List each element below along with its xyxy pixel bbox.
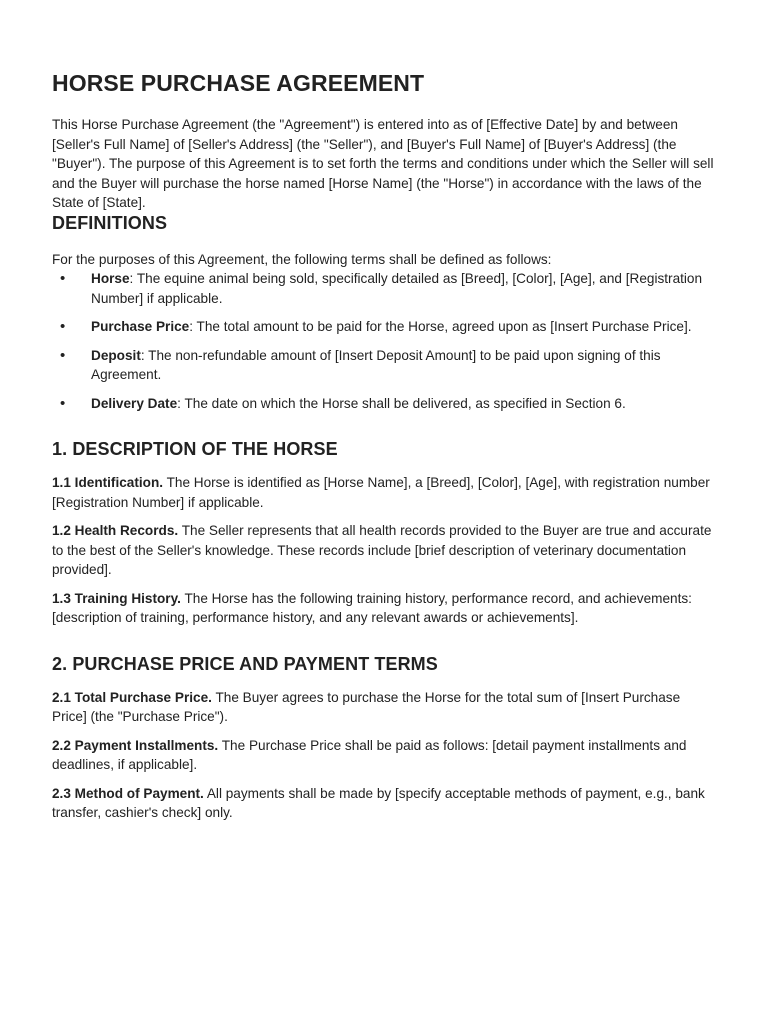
definitions-heading: DEFINITIONS — [52, 212, 168, 233]
clause — [52, 589, 718, 628]
bullet-icon: • — [60, 270, 66, 287]
clause-text: All payments shall be made by [specify acceptable methods of payment, e.g., bank transfer, cashier's check] only. — [52, 785, 705, 820]
definition-text: : The date on which the Horse shall be delivered, as specified in Section 6. — [177, 395, 626, 411]
definition-text: : The non-refundable amount of [Insert Deposit Amount] to be paid upon signing of this Agreement. — [91, 347, 661, 382]
clause — [52, 473, 718, 512]
clause-text: The Purchase Price shall be paid as follows: [detail payment installments and deadlines, if applicable]. — [52, 737, 687, 772]
bullet-icon: • — [60, 394, 66, 412]
definition-term: Deposit — [91, 347, 141, 363]
definitions-section — [52, 213, 718, 414]
section-spacer — [52, 637, 718, 654]
clause-text: The Horse is identified as [Horse Name], a [Breed], [Color], [Age], with registration number [Registration Number] if applicable. — [52, 475, 710, 510]
definitions-list — [52, 269, 718, 413]
definition-term: Purchase Price — [91, 319, 190, 334]
clause-text: The Horse has the following training history, performance record, and achievements: [description of training, performance history, and any relevant awards or achievements]. — [52, 590, 692, 625]
definition-item — [52, 346, 718, 385]
clause — [52, 688, 718, 727]
clause — [52, 736, 718, 775]
clause-text: The Buyer agrees to purchase the Horse for the total sum of [Insert Purchase Price] (the "Purchase Price"). — [52, 689, 681, 724]
clause-label: 1.3 Training History. — [52, 590, 181, 606]
clause-label: 2.3 Method of Payment. — [52, 785, 204, 801]
section-heading: 2. PURCHASE PRICE AND PAYMENT TERMS — [52, 653, 438, 674]
clause-label: 2.1 Total Purchase Price. — [52, 689, 212, 705]
clause — [52, 784, 718, 823]
document-title: HORSE PURCHASE AGREEMENT — [52, 70, 425, 96]
definition-text: : The total amount to be paid for the Horse, agreed upon as [Insert Purchase Price]. — [189, 319, 692, 334]
definition-term: Delivery Date — [91, 395, 178, 411]
clause-label: 1.2 Health Records. — [52, 523, 179, 538]
section-heading: 1. DESCRIPTION OF THE HORSE — [52, 439, 338, 459]
section-purchase-price — [52, 654, 718, 823]
bullet-icon: • — [60, 346, 66, 364]
section-description — [52, 439, 718, 628]
clause-text: The Seller represents that all health records provided to the Buyer are true and accurate to the best of the Seller's knowledge. These records include [brief description of veterinary documentation provided]. — [52, 523, 712, 577]
definitions-lead: For the purposes of this Agreement, the following terms shall be defined as follows: — [52, 251, 552, 267]
definition-text: : The equine animal being sold, specifically detailed as [Breed], [Color], [Age], and [Registration Number] if applicable. — [91, 271, 703, 306]
clause — [52, 521, 718, 580]
definition-item — [52, 394, 718, 414]
clause-label: 1.1 Identification. — [52, 475, 164, 490]
intro-paragraph: This Horse Purchase Agreement (the "Agreement") is entered into as of [Effective Date] by and between [Seller's Full Name] of [Seller's Address] (the "Seller"), and [Buyer's Full Name] of [Buyer's Address] (the "Buyer"). The purpose of this Agreement is to set forth the terms and conditions under which the Seller will sell and the Buyer will purchase the horse named [Horse Name] (the "Horse") in accordance with the laws of the State of [State]. — [52, 117, 714, 210]
definition-term: Horse — [91, 271, 130, 286]
definition-item — [52, 317, 718, 337]
bullet-icon: • — [60, 318, 66, 335]
clause-label: 2.2 Payment Installments. — [52, 737, 219, 753]
definition-item — [52, 269, 718, 308]
